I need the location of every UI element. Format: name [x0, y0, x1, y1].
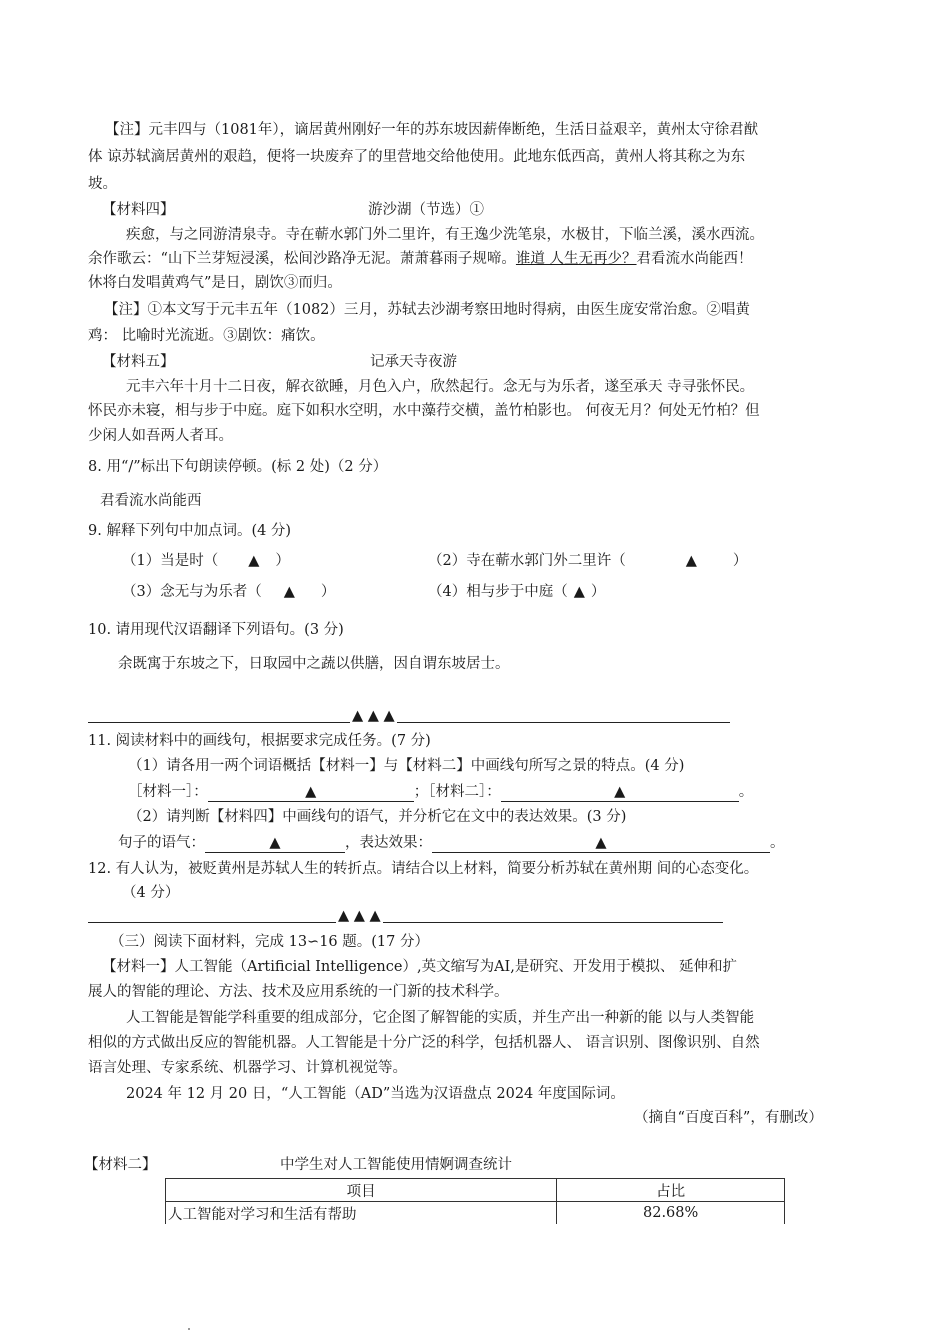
question-8-sentence: 君看流水尚能西: [100, 493, 202, 509]
material-5-label: 【材料五】: [102, 354, 175, 370]
question-10-sentence: 余既寓于东坡之下，日取园中之蔬以供膳，因自谓东坡居士。: [118, 656, 510, 672]
survey-title: 中学生对人工智能使用情婀调查统计: [280, 1157, 512, 1173]
table-cell: 人工智能对学习和生活有帮助: [166, 1202, 557, 1225]
note-3-line-1: 【注】元丰四与（1081年），谪居黄州刚好一年的苏东坡因薪俸断绝，生活日益艰辛，黄州太守徐君猷: [105, 122, 759, 138]
material-4-paragraph-3: 休将白发唱黄鸡气”是日，剧饮③而归。: [88, 275, 342, 291]
answer-placeholder-icon: ▲: [685, 553, 697, 569]
material-4-title: 游沙湖（节选）①: [368, 202, 484, 218]
answer-placeholder-icon: ▲: [595, 835, 607, 851]
question-8-stem: 8. 用“/”标出下句朗读停顿。(标 2 处)（2 分）: [88, 459, 388, 475]
scan-dot: [188, 1328, 190, 1330]
answer-placeholder-icon: ▲: [305, 784, 317, 800]
note-3-line-2: 体 谅苏轼滴居黄州的艰趋，便将一块废弃了的里营地交给他使用。此地东低西高，黄州人将其称之为东: [88, 149, 746, 165]
question-9-item-4: （4）相与步于中庭（ ▲ ）: [428, 584, 606, 600]
table-cell: 82.68%: [557, 1202, 785, 1225]
part-3-material-1-line-5: 语言处理、专家系统、机器学习、计算机视觉等。: [88, 1060, 407, 1076]
material-4-note-1: 【注】①本文写于元丰五年（1082）三月，苏轼去沙湖考察田地时得病，由医生庞安常治愈。②唱黄: [104, 302, 750, 318]
table-header-row: [166, 1179, 785, 1202]
answer-placeholder-icon: ▲: [269, 835, 281, 851]
answer-blank-material-1[interactable]: [208, 783, 414, 802]
material-5-title: 记承天寺夜游: [370, 354, 457, 370]
answer-placeholder-icon: ▲: [248, 553, 260, 569]
question-10-stem: 10. 请用现代汉语翻译下列语句。(3 分): [88, 622, 344, 638]
table-header-cell: 项目: [166, 1179, 557, 1202]
answer-blank-effect[interactable]: [432, 834, 770, 853]
part-3-material-1-line-3: 人工智能是智能学科重要的组成部分，它企图了解智能的实质，并生产出一种新的能 以与人类智能: [126, 1010, 755, 1026]
material-5-paragraph-3: 少闲人如吾两人者耳。: [88, 428, 233, 444]
material-4-label: 【材料四】: [102, 202, 175, 218]
question-12-score: （4 分）: [122, 885, 180, 901]
note-3-line-3: 坡。: [88, 176, 117, 192]
question-9-item-2: （2）寺在蕲水郭门外二里许（ ▲ ）: [428, 553, 748, 569]
question-11-subquestion-2: （2）请判断【材料四】中画线句的语气，并分析它在文中的表达效果。(3 分): [128, 809, 627, 825]
answer-placeholder-marks: ▲ ▲ ▲: [352, 708, 395, 724]
part-3-material-1-line-6: 2024 年 12 月 20 日，“人工智能（AD”当选为汉语盘点 2024 年度国际词。: [126, 1086, 625, 1102]
answer-blank-material-2[interactable]: [501, 783, 739, 802]
material-4-note-2: 鸡： 比喻时光流逝。③剧饮：痛饮。: [88, 328, 325, 344]
answer-line[interactable]: [88, 922, 723, 923]
material-5-paragraph-2: 怀民亦未寝，相与步于中庭。庭下如积水空明，水中藻荇交横，盖竹柏影也。 何夜无月？何处无竹柏？但: [88, 403, 760, 419]
answer-placeholder-icon: ▲: [614, 784, 626, 800]
answer-blank-tone[interactable]: [205, 834, 345, 853]
part-3-material-1-line-4: 相似的方式做出反应的智能机器。人工智能是十分广泛的科学，包括机器人、 语言识别、图像识别、自然: [88, 1035, 760, 1051]
part-3-material-1-line-1: 【材料一】人工智能（Artificial Intelligence）,英文缩写为AI,是研究、开发用于模拟、 延伸和扩: [102, 959, 738, 975]
material-2-label: 【材料二】: [84, 1157, 157, 1173]
table-header-cell: 占比: [557, 1179, 785, 1202]
material-4-paragraph-2: 余作歌云：“山下兰芽短浸溪，松间沙路净无泥。萧萧暮雨子规啼。谁道 人生无再少？君看流水尚能西！: [88, 251, 753, 267]
underlined-sentence: 谁道 人生无再少？: [515, 251, 637, 267]
question-9-item-1: （1）当是时（ ▲ ）: [122, 553, 290, 569]
source-citation: （摘自“百度百科”，有删改）: [634, 1110, 823, 1126]
survey-table: [165, 1178, 785, 1224]
question-11-stem: 11. 阅读材料中的画线句，根据要求完成任务。(7 分): [88, 733, 431, 749]
table-row: [166, 1202, 785, 1225]
part-3-material-1-line-2: 展人的智能的理论、方法、技术及应用系统的一门新的技术科学。: [88, 984, 509, 1000]
question-12-stem: 12. 有人认为，被贬黄州是苏轼人生的转折点。请结合以上材料，简要分析苏轼在黄州期 间的心态变化。: [88, 861, 759, 877]
answer-placeholder-icon: ▲: [283, 584, 295, 600]
question-11-subquestion-1: （1）请各用一两个词语概括【材料一】与【材料二】中画线句所写之景的特点。(4 分): [128, 758, 685, 774]
question-9-item-3: （3）念无与为乐者（ ▲ ）: [122, 584, 336, 600]
answer-placeholder-marks: ▲ ▲ ▲: [338, 908, 381, 924]
question-9-stem: 9. 解释下列句中加点词。(4 分): [88, 523, 292, 539]
question-11-answer-1: ［材料一］： ▲ ；［材料二］： ▲ 。: [128, 784, 754, 800]
material-4-paragraph-1: 疾愈，与之同游清泉寺。寺在蕲水郭门外二里许，有王逸少洗笔泉，水极甘，下临兰溪，溪水西流。: [126, 227, 764, 243]
material-5-paragraph-1: 元丰六年十月十二日夜，解衣欲睡，月色入户，欣然起行。念无与为乐者，遂至承天 寺寻张怀民。: [126, 379, 755, 395]
answer-placeholder-icon: ▲: [573, 584, 585, 600]
answer-line[interactable]: [88, 722, 730, 723]
part-3-heading: （三）阅读下面材料，完成 13∽16 题。(17 分）: [110, 934, 429, 950]
question-11-answer-2: 句子的语气： ▲ ，表达效果： ▲ 。: [118, 835, 785, 851]
